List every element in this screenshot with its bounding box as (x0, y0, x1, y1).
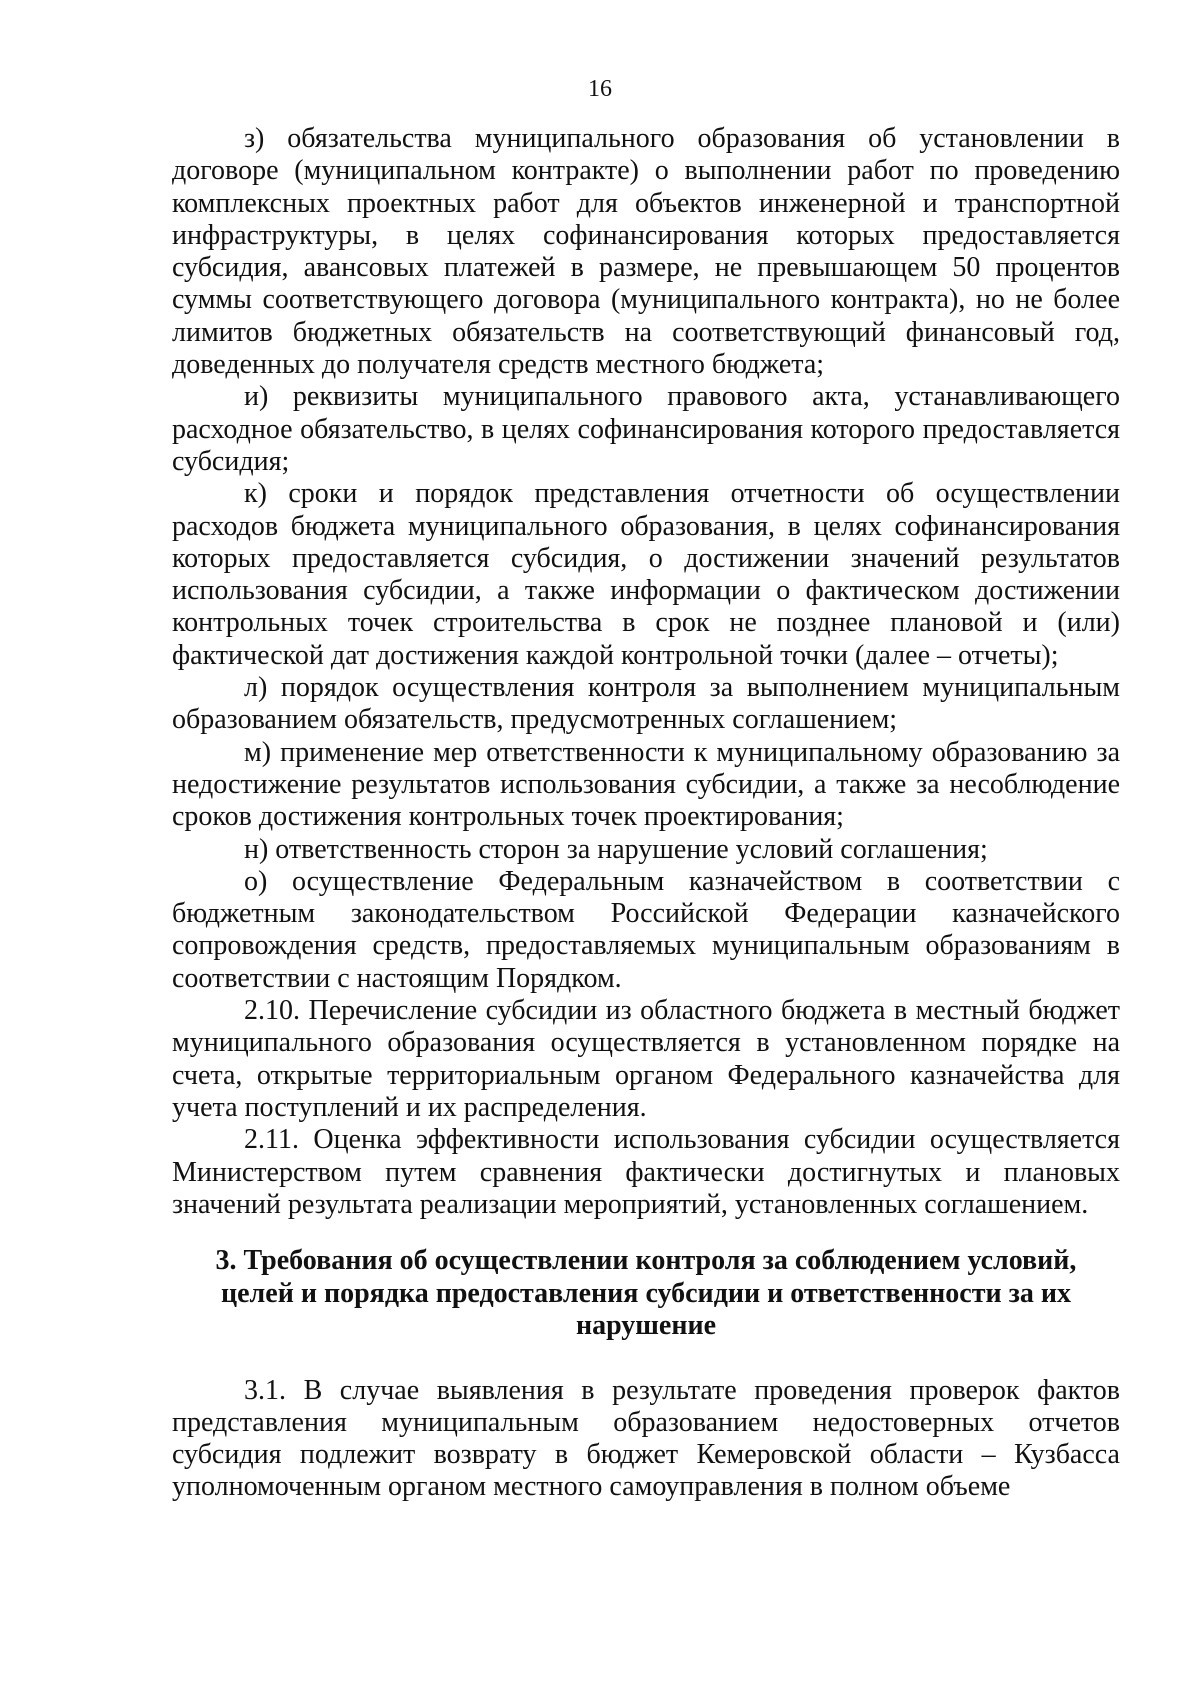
paragraph-2-10: 2.10. Перечисление субсидии из областного бюджета в местный бюджет муниципального образования осуществляется в установленном порядке на счета, открытые территориальным органом Федерального казначейства для учета поступлений и их распределения. (172, 995, 1120, 1123)
paragraph-n: н) ответственность сторон за нарушение условий соглашения; (244, 833, 988, 865)
paragraph-l: л) порядок осуществления контроля за выполнением муниципальным образованием обязательств, предусмотренных соглашением; (172, 672, 1120, 736)
paragraph-i: и) реквизиты муниципального правового акта, устанавливающего расходное обязательство, в целях софинансирования которого предоставляется субсидия; (172, 381, 1120, 477)
paragraph-m: м) применение мер ответственности к муниципальному образованию за недостижение результатов использования субсидии, а также за несоблюдение сроков достижения контрольных точек проектирования; (172, 736, 1120, 833)
paragraph-k: к) сроки и порядок представления отчетности об осуществлении расходов бюджета муниципального образования, в целях софинансирования которых предоставляется субсидия, о достижении значений результатов использования субсидии, а также информации о фактическом достижении контрольных точек строительства в срок не позднее плановой и (или) фактической дат достижения каждой контрольной точки (далее – отчеты); (172, 478, 1120, 671)
paragraph-z: з) обязательства муниципального образования об установлении в договоре (муниципальном контракте) о выполнении работ по проведению комплексных проектных работ для объектов инженерной и транспортной инфраструктуры, в целях софинансирования которых предоставляется субсидия, авансовых платежей в размере, не превышающем 50 процентов суммы соответствующего договора (муниципального контракта), но не более лимитов бюджетных обязательств на соответствующий финансовый год, доведенных до получателя средств местного бюджета; (172, 123, 1120, 381)
paragraph-o: о) осуществление Федеральным казначейством в соответствии с бюджетным законодательством Российской Федерации казначейского сопровождения средств, предоставляемых муниципальным образованиям в соответствии с настоящим Порядком. (172, 865, 1120, 994)
section-heading: 3. Требования об осуществлении контроля за соблюдением условий, целей и порядка предоставления субсидии и ответственности за их нарушение (215, 1245, 1077, 1342)
paragraph-3-1: 3.1. В случае выявления в результате проведения проверок фактов представления муниципальным образованием недостоверных отчетов субсидия подлежит возврату в бюджет Кемеровской области – Кузбасса уполномоченным органом местного самоуправления в полном объеме (172, 1374, 1120, 1503)
paragraph-2-11: 2.11. Оценка эффективности использования субсидии осуществляется Министерством путем сравнения фактически достигнутых и плановых значений результата реализации мероприятий, установленных соглашением. (172, 1124, 1120, 1220)
document-body (172, 123, 1120, 1504)
page-number: 16 (588, 76, 612, 102)
